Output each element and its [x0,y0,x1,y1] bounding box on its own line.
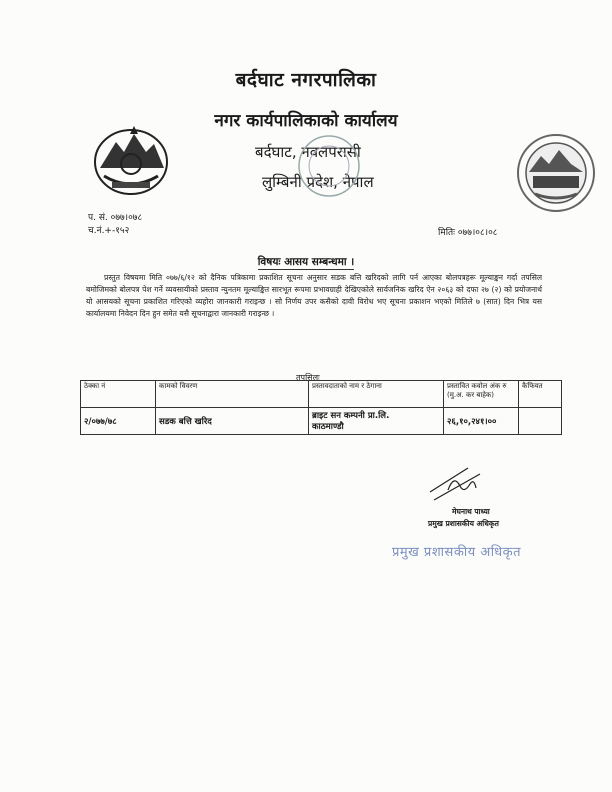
office-address-province: लुम्बिनी प्रदेश, नेपाल [262,173,374,191]
office-name: नगर कार्यपालिकाको कार्यालय [214,111,398,131]
office-seal-stamp [296,133,362,199]
cell-amount: २६,१०,२४१।०० [444,408,519,435]
header-contract-no: ठेक्का नं [81,381,156,408]
dispatch-number: च.नं.+-१५२ [88,226,130,236]
signatory-title: प्रमुख प्रशासकीय अधिकृत [428,519,499,528]
bidder-address: काठमाण्डौ [312,422,344,432]
municipality-emblem-logo [515,132,597,214]
table-header-row [81,381,562,408]
cell-work: सडक बत्ति खरिद [156,408,309,435]
reference-number: प. सं. ०७७।०७८ [88,213,143,223]
subject-line [0,255,612,269]
header-bidder: प्रस्तावदाताको नाम र ठेगाना [309,381,444,408]
cell-contract-no: २/०७७/७८ [81,408,156,435]
bidder-name: ब्राइट सन कम्पनी प्रा.लि. [312,411,390,421]
nepal-emblem-logo [90,118,172,200]
table-row [81,408,562,435]
table-caption: तपसिलः [296,373,320,382]
org-name: बर्दघाट नगरपालिका [235,69,377,91]
header-amount: प्रस्तावित कवोल अंक रु (मु.अ. कर बाहेक) [444,381,519,408]
handwritten-signature [428,462,488,504]
cell-remarks [519,408,562,435]
designation-stamp: प्रमुख प्रशासकीय अधिकृत [392,545,522,560]
office-address-city: बर्दघाट, नवलपरासी [255,143,361,161]
subject-text: विषयः आसय सम्बन्धमा । [257,256,355,268]
signatory-name: मेघनाथ पाध्या [452,507,490,516]
header-remarks: कैफियत [519,381,562,408]
header-work-description: कामको विवरण [156,381,309,408]
letter-date: मितिः ०७७।०८।०८ [438,228,498,238]
body-paragraph: प्रस्तुत विषयमा मिति ०७७/६/१२ को दैनिक पत्रिकामा प्रकाशित सूचना अनुसार सडक बत्ति खरिदको लागि पर्न आएका बोलपत्रहरू मूल्याङ्कन गर्दा तपसिल बमोजिमको बोलपत्र पेश गर्ने व्यवसायीको प्रस्ताव न्युनतम मूल्याङ्कित सारभूत रूपमा प्रभावग्राही देखिएकोले सार्वजनिक खरिद ऐन २०६३ को दफा २७ (२) को प्रयोजनार्थ यो आसयको सूचना प्रकाशित गरिएको व्यहोरा जानकारी गराइन्छ । सो निर्णय उपर कसैको दावी विरोध भए सूचना प्रकाशन भएको मितिले ७ (सात) दिन भित्र यस कार्यालयमा निवेदन दिन हुन समेत यसै सूचनाद्वारा जानकारी गराइन्छ । [86,273,542,318]
cell-bidder [309,408,444,435]
bid-details-table [80,380,562,435]
